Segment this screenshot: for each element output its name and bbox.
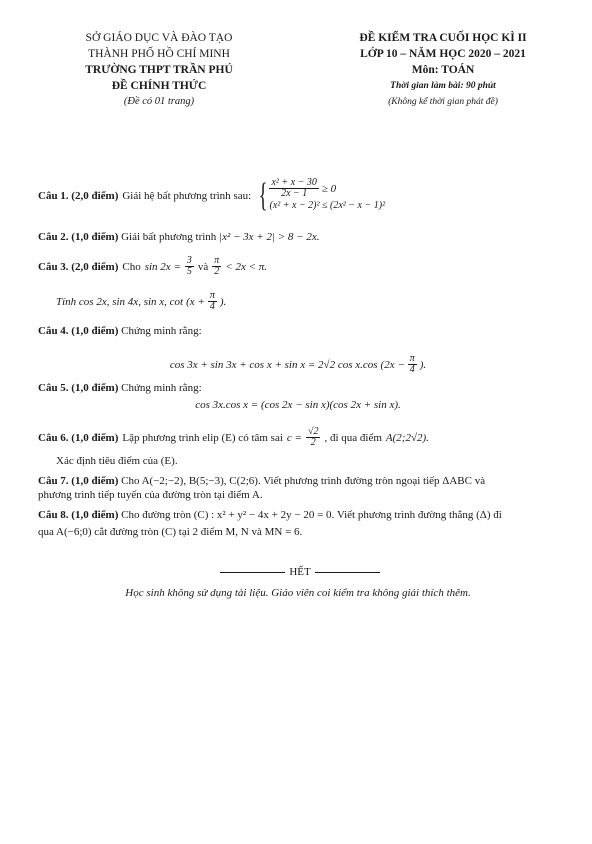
end-marker [220,566,380,578]
header-left [44,30,274,110]
question-8-label: Câu 8. (1,0 điểm) [38,509,119,521]
eccentricity-num: √2 [307,426,319,437]
grade-year: LỚP 10 – NĂM HỌC 2020 – 2021 [360,48,526,60]
page-count-note: (Đề có 01 trang) [123,96,195,107]
system-brace: { [258,176,268,214]
cot-paren-right: ). [219,295,227,308]
time-note: (Không kể thời gian phát đề) [388,97,498,107]
question-7-line2: phương trình tiếp tuyến của đường tròn tại điểm A. [38,489,263,501]
question-1-label: Câu 1. (2,0 điểm) [38,189,119,202]
question-3-label: Câu 3. (2,0 điểm) [38,260,119,273]
question-4-text: Chứng minh rằng: [121,325,202,337]
question-6-text2: , đi qua điểm [324,431,382,444]
question-2 [38,230,558,244]
ineq1-denominator: 2x − 1 [281,188,308,199]
question-5-formula: cos 3x.cos x = (cos 2x − sin x)(cos 2x + sin x). [195,399,401,411]
question-2-label: Câu 2. (1,0 điểm) [38,231,119,243]
sin2x-label: sin 2x = [144,260,181,273]
subject: Môn: TOÁN [411,64,475,76]
exam-title: ĐỀ KIỂM TRA CUỐI HỌC KÌ II [359,32,527,44]
ineq1-numerator: x² + x − 30 [271,177,317,188]
question-6 [38,427,558,468]
school-name: TRƯỜNG THPT TRẦN PHÚ [85,64,233,76]
question-7 [38,474,560,502]
ineq2: (x² + x − 2)² ≤ (2x² − x − 1)² [269,200,386,211]
q4-paren-right: ). [419,358,427,371]
q4-paren-left: (2x − [380,358,405,371]
and-word: và [197,260,209,273]
sin2x-den: 5 [186,266,192,277]
range-rest: < 2x < π. [225,260,268,273]
question-6-line2: Xác định tiêu điểm của (E). [56,455,178,467]
question-3-text: Cho [122,260,141,273]
question-5 [38,381,558,412]
question-7-text: Cho A(−2;−2), B(5;−3), C(2;6). Viết phương trình đường tròn ngoại tiếp ΔABC và [121,475,486,487]
end-text: HẾT [289,566,311,578]
city-name: THÀNH PHỐ HỒ CHÍ MINH [88,48,230,60]
eccentricity-den: 2 [310,437,316,448]
question-4 [38,324,558,375]
question-8 [38,508,560,539]
question-6-text: Lập phương trình elip (E) có tâm sai [122,431,283,444]
cot-num: π [209,290,215,301]
end-rule-right [315,572,380,573]
time-limit: Thời gian làm bài: 90 phút [390,81,496,91]
q4-den: 4 [409,364,415,375]
question-4-label: Câu 4. (1,0 điểm) [38,325,119,337]
question-2-expression: |x² − 3x + 2| > 8 − 2x. [219,231,320,243]
question-6-point: A(2;2√2). [385,431,429,444]
footer-note: Học sinh không sử dụng tài liệu. Giáo viên coi kiểm tra không giải thích thêm. [125,587,471,599]
question-2-text: Giải bất phương trình [121,231,217,243]
question-3 [38,256,558,312]
question-5-text: Chứng minh rằng: [121,382,202,394]
question-7-label: Câu 7. (1,0 điểm) [38,475,119,487]
sin2x-num: 3 [186,255,192,266]
question-8-text: Cho đường tròn (C) : x² + y² − 4x + 2y − 20 = 0. Viết phương trình đường thẳng (Δ) đi [121,509,502,521]
question-5-label: Câu 5. (1,0 điểm) [38,382,119,394]
question-1 [38,178,558,213]
question-1-text: Giải hệ bất phương trình sau: [122,189,252,202]
end-rule-left [220,572,285,573]
eccentricity-label: c = [286,431,302,444]
question-3-compute: Tính cos 2x, sin 4x, sin x, cot [56,295,184,308]
cot-den: 4 [209,301,215,312]
education-department: SỞ GIÁO DỤC VÀ ĐÀO TẠO [85,32,233,44]
range-num: π [214,255,220,266]
inequality-system [269,178,385,213]
ineq1-rhs: ≥ 0 [321,182,337,195]
range-den: 2 [214,266,220,277]
cot-paren-left: (x + [186,295,205,308]
question-4-formula: cos 3x + sin 3x + cos x + sin x = 2√2 cos x.cos [169,358,378,371]
question-8-line2: qua A(−6;0) cắt đường tròn (C) tại 2 điểm M, N và MN = 6. [38,526,303,538]
question-6-label: Câu 6. (1,0 điểm) [38,431,119,444]
header-right [318,30,568,110]
q4-num: π [409,353,415,364]
official-exam-label: ĐỀ CHÍNH THỨC [111,80,207,92]
